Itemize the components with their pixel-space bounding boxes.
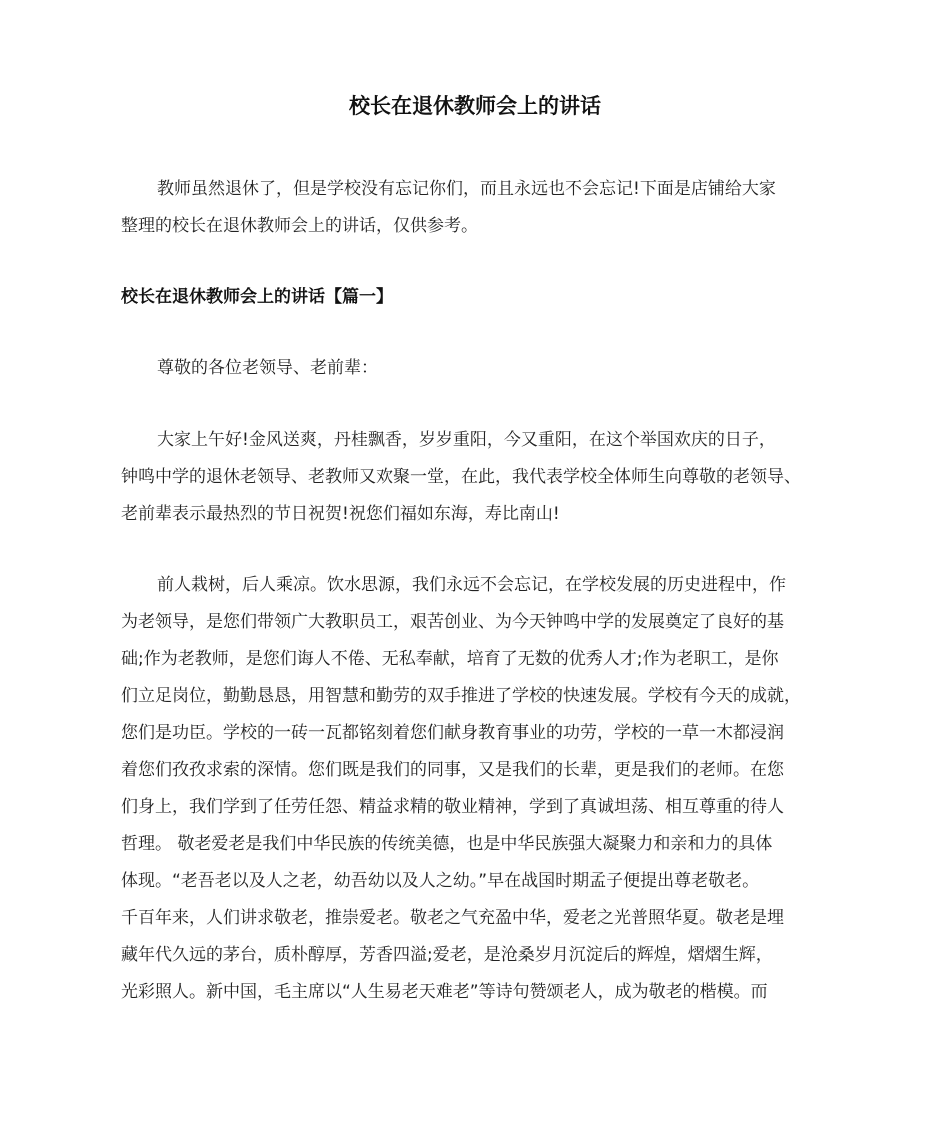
section-heading: 校长在退休教师会上的讲话【篇一】: [121, 287, 393, 307]
paragraph-line: 为老领导，是您们带领广大教职员工，艰苦创业、为今天钟鸣中学的发展奠定了良好的基: [121, 612, 784, 632]
document-title: 校长在退休教师会上的讲话: [349, 94, 601, 118]
salutation: 尊敬的各位老领导、老前辈：: [157, 358, 378, 378]
paragraph-line: 大家上午好!金风送爽，丹桂飘香，岁岁重阳，今又重阳，在这个举国欢庆的日子，: [157, 430, 776, 450]
paragraph-line: 体现。“老吾老以及人之老，幼吾幼以及人之幼。”早在战国时期孟子便提出尊老敬老。: [121, 871, 760, 891]
paragraph-line: 前人栽树，后人乘凉。饮水思源，我们永远不会忘记，在学校发展的历史进程中，作: [157, 575, 786, 595]
intro-line: 整理的校长在退休教师会上的讲话，仅供参考。: [121, 216, 478, 236]
paragraph-line: 千百年来，人们讲求敬老，推崇爱老。敬老之气充盈中华，爱老之光普照华夏。敬老是埋: [121, 908, 784, 928]
paragraph-line: 哲理。 敬老爱老是我们中华民族的传统美德，也是中华民族强大凝聚力和亲和力的具体: [121, 834, 773, 854]
paragraph-line: 础;作为老教师，是您们诲人不倦、无私奉献，培育了无数的优秀人才;作为老职工，是你: [121, 649, 779, 669]
paragraph-line: 光彩照人。新中国，毛主席以“人生易老天难老”等诗句赞颂老人，成为敬老的楷模。而: [121, 982, 768, 1002]
paragraph-line: 钟鸣中学的退休老领导、老教师又欢聚一堂，在此，我代表学校全体师生向尊敬的老领导、: [121, 467, 801, 487]
intro-line: 教师虽然退休了，但是学校没有忘记你们，而且永远也不会忘记!下面是店铺给大家: [157, 179, 776, 199]
paragraph-line: 老前辈表示最热烈的节日祝贺!祝您们福如东海，寿比南山!: [121, 504, 560, 524]
paragraph-line: 藏年代久远的茅台，质朴醇厚，芳香四溢;爱老，是沧桑岁月沉淀后的辉煌，熠熠生辉，: [121, 945, 773, 965]
paragraph-line: 着您们孜孜求索的深情。您们既是我们的同事，又是我们的长辈，更是我们的老师。在您: [121, 760, 784, 780]
paragraph-line: 们身上，我们学到了任劳任怨、精益求精的敬业精神，学到了真诚坦荡、相互尊重的待人: [121, 797, 784, 817]
paragraph-line: 您们是功臣。学校的一砖一瓦都铭刻着您们献身教育事业的功劳，学校的一草一木都浸润: [121, 723, 784, 743]
paragraph-line: 们立足岗位，勤勤恳恳，用智慧和勤劳的双手推进了学校的快速发展。学校有今天的成就，: [121, 686, 801, 706]
